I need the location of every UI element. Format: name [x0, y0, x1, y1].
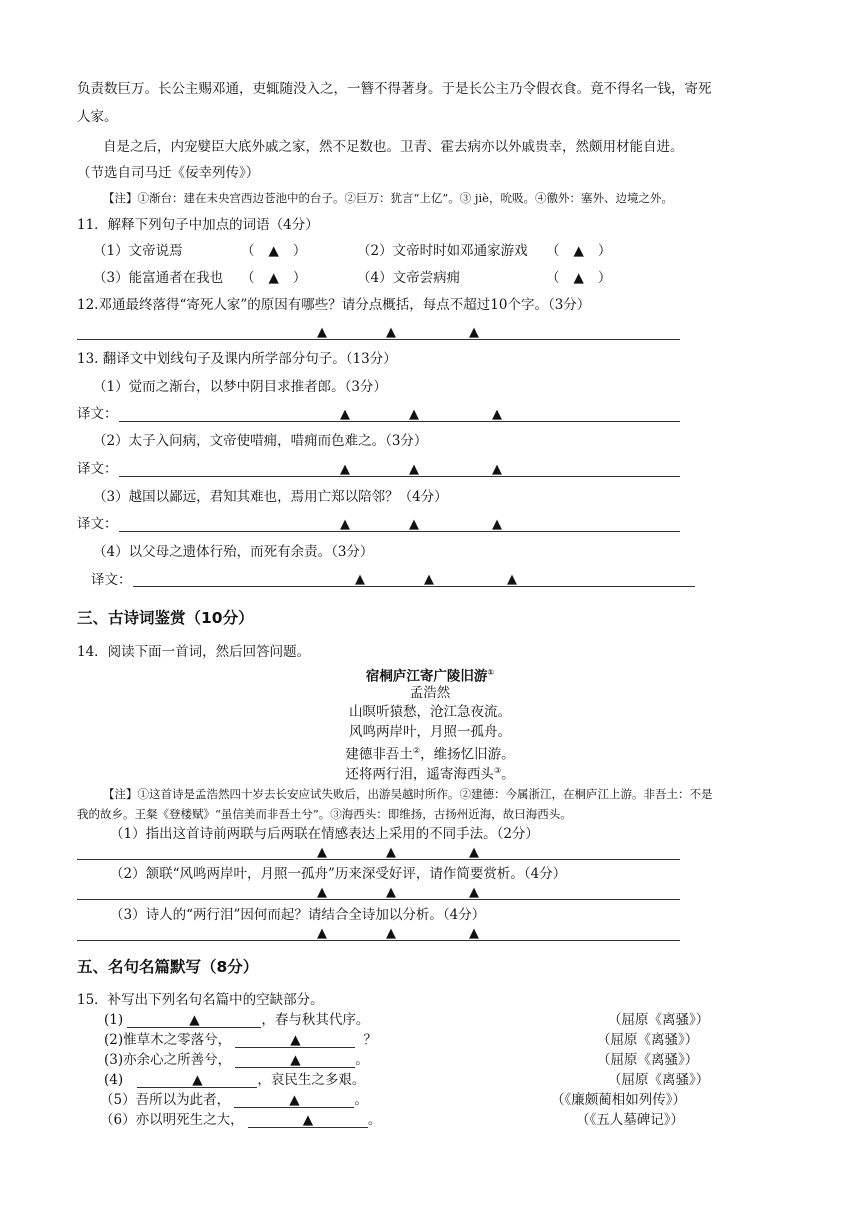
q13-stem: 13. 翻译文中划线句子及课内所学部分句子。（13分）	[77, 351, 397, 367]
q15-item: （6）亦以明死生之大， ▲ 。	[100, 1112, 382, 1128]
answer-line[interactable]	[133, 586, 695, 587]
answer-line[interactable]	[119, 476, 680, 477]
q15-item: (2)惟草木之零落兮， ▲ ？	[104, 1032, 377, 1048]
q15-source: （《廉颇蔺相如列传》）	[551, 1092, 686, 1108]
triangle-marker: ▲	[507, 572, 517, 587]
answer-line[interactable]	[119, 531, 680, 532]
triangle-marker: ▲	[492, 462, 502, 477]
triangle-marker: ▲	[340, 407, 350, 422]
q15-source: （屈原《离骚》）	[608, 1072, 710, 1088]
q15-source: （《五人墓碑记》）	[576, 1112, 684, 1128]
q14-item: （2）颔联“风鸣两岸叶，月照一孤舟”历来深受好评，请作简要赏析。（4分）	[110, 866, 567, 882]
q15-item: (1) ▲ ，春与秋其代序。	[104, 1012, 370, 1028]
q15-source: （屈原《离骚》）	[597, 1052, 699, 1068]
triangle-marker: ▲	[317, 926, 327, 941]
q11-item: （4）文帝尝病痈	[357, 270, 461, 286]
section-title: 三、古诗词鉴赏（10分）	[77, 609, 254, 627]
answer-paren[interactable]: （ ▲ ）	[546, 270, 612, 286]
triangle-marker: ▲	[317, 845, 327, 860]
triangle-marker: ▲	[409, 407, 419, 422]
passage-line: 负责数巨万。长公主赐邓通，吏辄随没入之，一簪不得著身。于是长公主乃令假衣食。竟不得名一钱，寄死	[77, 81, 712, 97]
q14-item: （3）诗人的“两行泪”因何而起？请结合全诗加以分析。（4分）	[110, 907, 486, 923]
q12-stem: 12.邓通最终落得“寄死人家”的原因有哪些？请分点概括，每点不超过10个字。（3分）	[77, 297, 591, 313]
q11-item: （2）文帝时时如邓通家游戏	[357, 243, 528, 259]
q13-item: （3）越国以鄙远，君知其难也，焉用亡郑以陪邻？（4分）	[93, 489, 448, 505]
answer-label: 译文：	[77, 406, 118, 422]
triangle-marker: ▲	[386, 325, 396, 340]
q15-item: (4) ▲ ，哀民生之多艰。	[104, 1072, 366, 1088]
answer-label: 译文：	[77, 461, 118, 477]
fill-blank[interactable]: ▲	[235, 1031, 355, 1048]
triangle-marker: ▲	[355, 572, 365, 587]
passage-line: 人家。	[77, 109, 118, 125]
q11-item: （1）文帝说焉	[93, 243, 183, 259]
triangle-marker: ▲	[409, 517, 419, 532]
fill-blank[interactable]: ▲	[137, 1071, 257, 1088]
triangle-marker: ▲	[492, 517, 502, 532]
answer-label: 译文：	[77, 516, 118, 532]
answer-paren[interactable]: （ ▲ ）	[241, 243, 307, 259]
triangle-marker: ▲	[424, 572, 434, 587]
q15-item: （5）吾所以为此者， ▲ 。	[100, 1092, 368, 1108]
answer-line[interactable]	[77, 859, 680, 860]
triangle-marker: ▲	[469, 885, 479, 900]
triangle-marker: ▲	[469, 845, 479, 860]
triangle-marker: ▲	[317, 885, 327, 900]
triangle-marker: ▲	[317, 325, 327, 340]
passage-source: （节选自司马迁《佞幸列传》）	[77, 165, 260, 181]
triangle-marker: ▲	[409, 462, 419, 477]
q14-stem: 14．阅读下面一首词，然后回答问题。	[77, 644, 311, 660]
q15-source: （屈原《离骚》）	[597, 1032, 699, 1048]
triangle-marker: ▲	[492, 407, 502, 422]
poem-note: 我的故乡。王粲《登楼赋》“虽信美而非吾土兮”。③海西头：即维扬，古扬州近海，故曰海西头。	[77, 807, 572, 821]
poem-line: 还将两行泪，遥寄海西头③。	[345, 766, 515, 783]
triangle-marker: ▲	[469, 325, 479, 340]
poem-author: 孟浩然	[409, 685, 451, 701]
triangle-marker: ▲	[386, 885, 396, 900]
triangle-marker: ▲	[340, 517, 350, 532]
answer-paren[interactable]: （ ▲ ）	[241, 270, 307, 286]
fill-blank[interactable]: ▲	[248, 1111, 368, 1128]
poem-note: 【注】①这首诗是孟浩然四十岁去长安应试失败后，出游吴越时所作。②建德：今属浙江，在桐庐江上游。非吾土：不是	[103, 787, 713, 801]
poem-line: 山暝听猿愁，沧江急夜流。	[349, 704, 511, 720]
answer-paren[interactable]: （ ▲ ）	[546, 243, 612, 259]
q15-stem: 15．补写出下列名句名篇中的空缺部分。	[77, 992, 324, 1008]
q13-item: （2）太子入问病，文帝使唶痈，唶痈而色难之。（3分）	[93, 433, 428, 449]
q13-item: （4）以父母之遗体行殆，而死有余责。（3分）	[93, 544, 374, 560]
q15-source: （屈原《离骚》）	[608, 1012, 710, 1028]
passage-note: 【注】①渐台：建在未央宫西边苍池中的台子。②巨万：犹言“上亿”。③ jiè，吮吸。④徼外：塞外、边境之外。	[103, 191, 673, 205]
answer-line[interactable]	[77, 940, 680, 941]
q11-item: （3）能富通者在我也	[93, 270, 224, 286]
passage-line: 自是之后，内宠嬖臣大底外戚之家，然不足数也。卫青、霍去病亦以外戚贵幸，然颇用材能自进。	[103, 139, 684, 155]
fill-blank[interactable]: ▲	[235, 1051, 355, 1068]
poem-line: 风鸣两岸叶，月照一孤舟。	[349, 724, 511, 740]
triangle-marker: ▲	[340, 462, 350, 477]
answer-line[interactable]	[119, 421, 680, 422]
q13-item: （1）觉而之渐台，以梦中阴目求推者郎。（3分）	[93, 379, 387, 395]
fill-blank[interactable]: ▲	[127, 1011, 261, 1028]
fill-blank[interactable]: ▲	[234, 1091, 354, 1108]
q14-item: （1）指出这首诗前两联与后两联在情感表达上采用的不同手法。（2分）	[110, 826, 539, 842]
answer-line[interactable]	[77, 899, 680, 900]
section-title: 五、名句名篇默写（8分）	[77, 958, 259, 976]
triangle-marker: ▲	[469, 926, 479, 941]
poem-line: 建德非吾土②，维扬忆旧游。	[345, 746, 515, 763]
q15-item: (3)亦余心之所善兮， ▲ 。	[104, 1052, 369, 1068]
answer-line[interactable]	[77, 339, 680, 340]
q11-stem: 11．解释下列句子中加点的词语（4分）	[77, 217, 319, 233]
triangle-marker: ▲	[386, 926, 396, 941]
poem-title: 宿桐庐江寄广陵旧游①	[365, 668, 495, 685]
triangle-marker: ▲	[386, 845, 396, 860]
answer-label: 译文：	[91, 572, 132, 588]
